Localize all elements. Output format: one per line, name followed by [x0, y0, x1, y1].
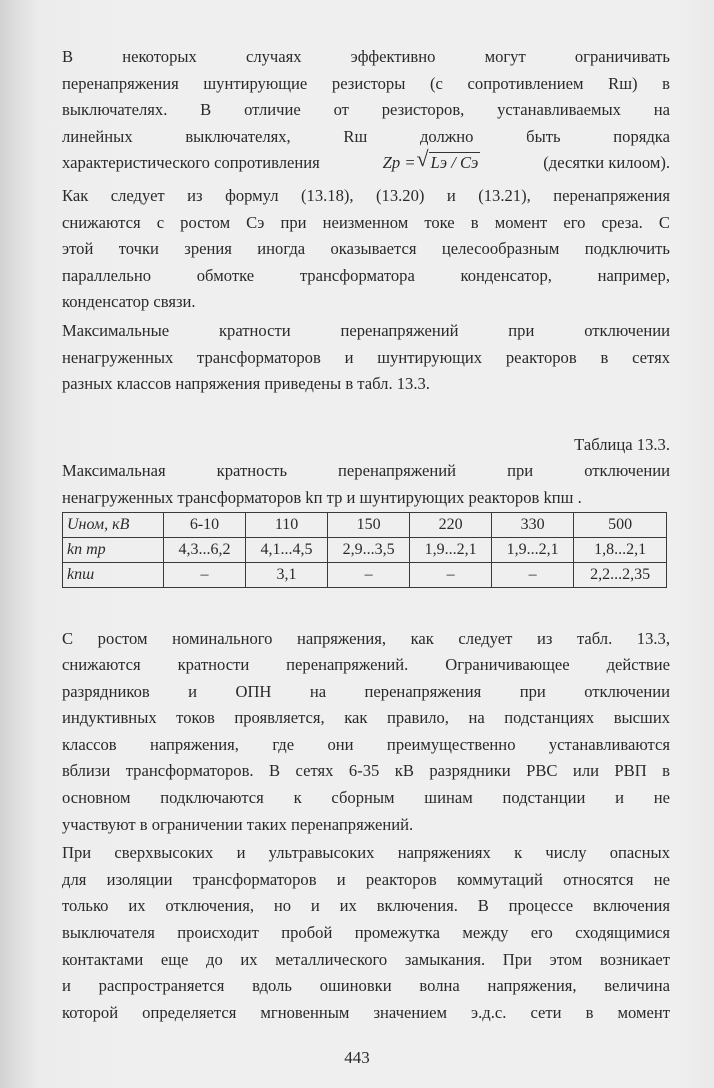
page-number: 443: [344, 1048, 370, 1067]
table-cell: 4,1...4,5: [246, 537, 328, 562]
table-cell: kпш: [63, 562, 164, 587]
table-caption-line: Максимальная кратность перенапряжений при отключении: [62, 461, 670, 481]
text-line: Как следует из формул (13.18), (13.20) и (13.21), перенапряжения: [62, 185, 670, 205]
table-cell: 1,8...2,1: [574, 537, 667, 562]
text-line: характеристического сопротивления: [62, 153, 320, 173]
text-line: снижаются кратности перенапряжений. Ограничивающее действие: [62, 655, 670, 675]
text-line: контактами еще до их металлического замыкания. При этом возникает: [62, 949, 670, 969]
formula-line: [62, 150, 670, 177]
text-line: перенапряжения шунтирующие резисторы (с сопротивлением Rш) в: [62, 73, 670, 93]
text-line: линейных выключателях, Rш должно быть порядка: [62, 126, 670, 146]
text-line: для изоляции трансформаторов и реакторов коммутаций относятся не: [62, 869, 670, 889]
table-row: [63, 562, 667, 587]
table-cell: 1,9...2,1: [410, 537, 492, 562]
table-header-cell: 150: [328, 512, 410, 537]
table-cell: 4,3...6,2: [164, 537, 246, 562]
text-line: С ростом номинального напряжения, как следует из табл. 13.3,: [62, 628, 670, 648]
formula-radicand: Lэ / Cэ: [430, 153, 479, 173]
table-cell: –: [410, 562, 492, 587]
text-line: участвуют в ограничении таких перенапряжений.: [62, 814, 414, 834]
table-cell: –: [492, 562, 574, 587]
page-content: [62, 44, 670, 1028]
text-line: вблизи трансформаторов. В сетях 6-35 кВ разрядники РВС или РВП в: [62, 761, 670, 781]
text-line: классов напряжения, где они преимущественно устанавливаются: [62, 734, 670, 754]
table-label: Таблица 13.3.: [574, 434, 670, 454]
text-line: и распространяется вдоль ошиновки волна напряжения, величина: [62, 976, 670, 996]
paragraph-4: [62, 626, 670, 839]
table-caption: [62, 458, 670, 511]
paragraph-5: [62, 840, 670, 1026]
table-cell: 1,9...2,1: [492, 537, 574, 562]
table-cell: –: [164, 562, 246, 587]
text-line: основном подключаются к сборным шинам подстанции и не: [62, 788, 670, 808]
table-header-cell: 110: [246, 512, 328, 537]
text-line: При сверхвысоких и ультравысоких напряжениях к числу опасных: [62, 843, 670, 863]
table-header-cell: 330: [492, 512, 574, 537]
table-caption-line: ненагруженных трансформаторов kп тр и шунтирующих реакторов kпш .: [62, 487, 582, 507]
text-line: параллельно обмотке трансформатора конденсатор, например,: [62, 265, 670, 285]
text-line: выключателя происходит пробой промежутка между его сходящимися: [62, 923, 670, 943]
text-line: Максимальные кратности перенапряжений при отключении: [62, 320, 670, 340]
table-cell: –: [328, 562, 410, 587]
text-line: индуктивных токов проявляется, как правило, на подстанциях высших: [62, 708, 670, 728]
table-cell: 2,9...3,5: [328, 537, 410, 562]
paragraph-2: [62, 183, 670, 316]
text-line: (десятки килоом).: [543, 153, 670, 173]
table-header-cell: 220: [410, 512, 492, 537]
text-line: В некоторых случаях эффективно могут ограничивать: [62, 47, 670, 66]
text-line: снижаются с ростом Cэ при неизменном токе в момент его среза. С: [62, 212, 670, 232]
text-line: которой определяется мгновенным значением э.д.с. сети в момент: [62, 1002, 670, 1022]
table-cell: kп тр: [63, 537, 164, 562]
paragraph-3: [62, 318, 670, 398]
text-line: выключателях. В отличие от резисторов, устанавливаемых на: [62, 100, 670, 120]
table-cell: 2,2...2,35: [574, 562, 667, 587]
text-line: только их отключения, но и их включения. В процессе включения: [62, 896, 670, 916]
formula-lhs: Zр =: [382, 153, 416, 173]
table-header-cell: 6-10: [164, 512, 246, 537]
text-line: разных классов напряжения приведены в табл. 13.3.: [62, 374, 430, 394]
table-cell: 3,1: [246, 562, 328, 587]
impedance-formula: [383, 150, 481, 177]
table-header-row: [63, 512, 667, 537]
overvoltage-table: [62, 512, 667, 588]
text-line: ненагруженных трансформаторов и шунтирующих реакторов в сетях: [62, 347, 670, 367]
sqrt-symbol: [419, 150, 481, 177]
paragraph-1: [62, 44, 670, 177]
table-header-cell: 500: [574, 512, 667, 537]
text-line: конденсатор связи.: [62, 292, 196, 312]
table-row: [63, 537, 667, 562]
table-header-cell: Uном, кВ: [63, 512, 164, 537]
text-line: разрядников и ОПН на перенапряжения при отключении: [62, 681, 670, 701]
text-line: этой точки зрения иногда оказывается целесообразным подключить: [62, 239, 670, 259]
